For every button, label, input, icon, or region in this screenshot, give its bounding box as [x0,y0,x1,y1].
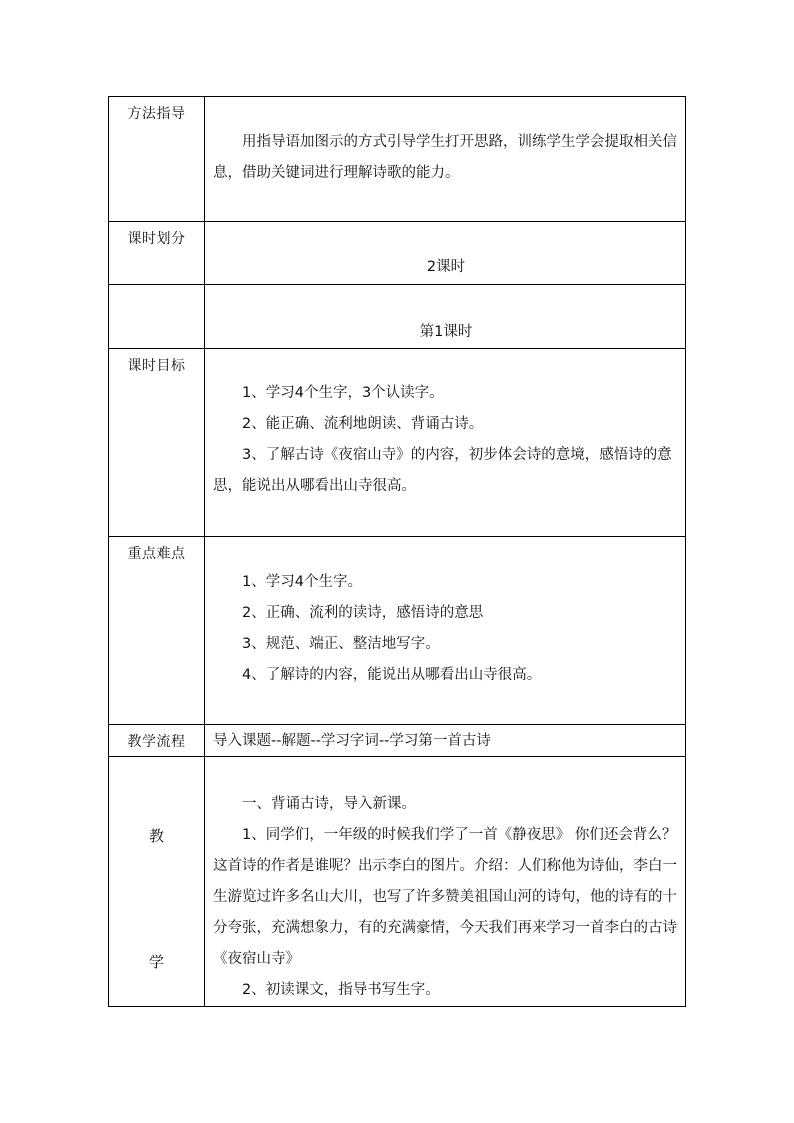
key-item: 4、了解诗的内容，能说出从哪看出山寺很高。 [242,667,542,683]
key-item: 3、规范、端正、整洁地写字。 [242,636,440,652]
goal-item: 1、学习4个生字，3个认读字。 [242,385,444,401]
teaching-paragraph: 一、背诵古诗，导入新课。 [242,796,416,812]
content-cell [205,285,686,349]
key-item: 1、学习4个生字。 [242,574,362,590]
label-cell [109,725,205,757]
teach-label-top: 教 [148,827,164,845]
teaching-paragraph: 1、同学们，一年级的时候我们学了一首《静夜思》 你们还会背么？ 这首诗的作者是谁呢？出示李白的图片。介绍：人们称他为诗仙，李白一生游览过许多名山大川，也写了许多赞美祖国山河的诗句，他的诗有的十分夸张，充满想象力，有的充满豪情，今天我们再来学习一首李白的古诗《夜宿山寺》 [213,827,677,967]
label-cell [109,537,205,725]
content-cell [205,349,686,537]
content-cell [205,537,686,725]
method-label: 方法指导 [127,106,186,122]
goal-item: 2、能正确、流利地朗读、背诵古诗。 [242,416,484,432]
content-cell [205,725,686,757]
row-first-lesson [109,285,686,349]
teach-label-bottom: 学 [148,953,164,971]
key-item: 2、正确、流利的读诗，感悟诗的意思 [242,605,484,621]
row-period [109,222,686,285]
row-flow [109,725,686,757]
period-label: 课时划分 [127,231,186,247]
label-cell [109,757,205,1007]
flow-text: 导入课题--解题--学习字词--学习第一首古诗 [213,733,491,749]
key-label: 重点难点 [127,546,186,562]
first-lesson-value: 第1课时 [419,324,473,340]
goals-label: 课时目标 [127,358,186,374]
content-cell [205,97,686,222]
method-text: 用指导语加图示的方式引导学生打开思路，训练学生学会提取相关信息，借助关键词进行理解诗歌的能力。 [213,134,677,181]
period-value: 2课时 [426,259,466,275]
content-cell [205,222,686,285]
content-cell [205,757,686,1007]
teaching-paragraph: 2、初读课文，指导书写生字。 [242,982,440,998]
goal-item: 3、了解古诗《夜宿山寺》的内容，初步体会诗的意境，感悟诗的意思，能说出从哪看出山寺很高。 [213,447,672,494]
lesson-plan-table [108,96,686,1007]
flow-label: 教学流程 [127,734,186,750]
label-cell [109,97,205,222]
label-cell [109,349,205,537]
row-teaching [109,757,686,1007]
row-method [109,97,686,222]
row-goals [109,349,686,537]
first-label [109,285,204,291]
label-cell [109,222,205,285]
row-key-points [109,537,686,725]
label-cell [109,285,205,349]
